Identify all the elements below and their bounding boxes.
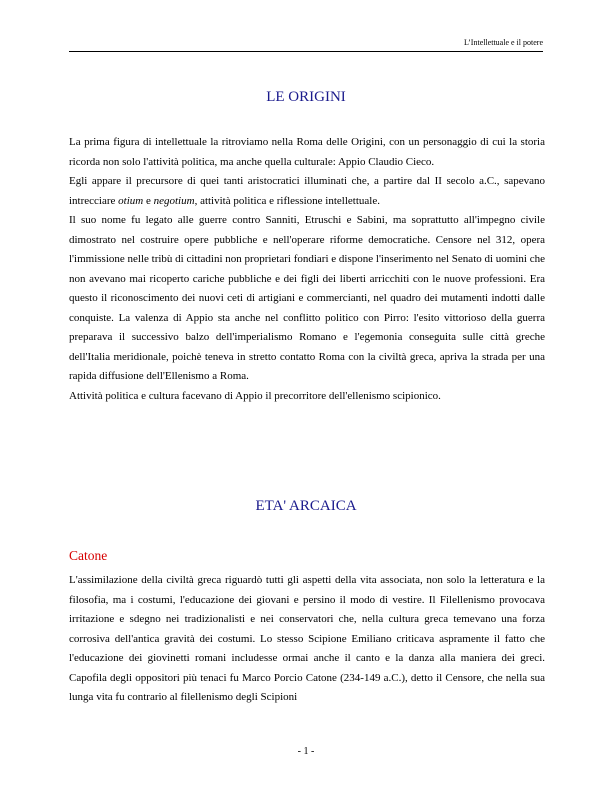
emphasis-negotium: negotium: [153, 194, 195, 207]
section-title-le-origini: LE ORIGINI: [266, 89, 346, 105]
paragraph: Egli appare il precursore di quei tanti aristocratici illuminati che, a partire dal II secolo a.C., sapevano intrecciare otium e negotium, attività politica e riflessione intellettuale.: [69, 175, 545, 207]
paragraph: La prima figura di intellettuale la ritroviamo nella Roma delle Origini, con un personaggio di cui la storia ricorda non solo l'attività politica, ma anche quella culturale: Appio Claudio Cieco.: [69, 136, 545, 168]
section-body-le-origini: [69, 133, 545, 406]
running-header: [69, 38, 543, 52]
paragraph: Il suo nome fu legato alle guerre contro Sanniti, Etruschi e Sabini, ma soprattutto all'impegno civile dimostrato nel costruire opere pubbliche e nell'operare riforme democratiche. Censore nel 312, opera l'immissione nelle tribù di cittadini non proprietari fondiari e dispone l'inserimento nel Senato di uomini che non avevano mai ricoperto cariche pubbliche e dei figli dei liberti arricchiti con le nuove professioni. Era questo il riconoscimento dei nuovi ceti di artigiani e commercianti, nel quadro dei mutamenti indotti dalle conquiste. La valenza di Appio sta anche nel conflitto politico con Pirro: l'esito vittorioso della guerra preparava il successivo balzo dell'imperialismo Romano e l'egemonia conseguita sulle città greche dell'Italia meridionale, poichè teneva in stretto contatto Roma con la civiltà greca, apriva la strada per una rapida diffusione dell'Ellenismo a Roma.: [69, 214, 545, 382]
running-title: L’Intellettuale e il potere: [463, 38, 543, 47]
section-body-eta-arcaica: [69, 571, 545, 708]
subheading-catone: Catone: [69, 548, 108, 563]
page-number: - 1 -: [297, 746, 315, 757]
paragraph: L'assimilazione della civiltà greca riguardò tutti gli aspetti della vita associata, non solo la letteratura e la filosofia, ma i costumi, l'educazione dei giovani e persino il modo di vestire. Il Filellenismo provocava irritazione e sdegno nei tradizionalisti e nei conservatori che, nella cultura greca temevano una forza corrosiva dell'antica gravità dei costumi. Lo stesso Scipione Emiliano criticava aspramente il fatto che l'educazione dei giovinetti romani includesse ormai anche il canto e la danza alla maniera dei greci. Capofila degli oppositori più tenaci fu Marco Porcio Catone (234-149 a.C.), detto il Censore, che nella sua lunga vita fu contrario al filellenismo degli Scipioni: [69, 574, 545, 703]
emphasis-otium: otium: [118, 194, 144, 207]
section-title-eta-arcaica: ETA' ARCAICA: [255, 498, 357, 514]
paragraph: Attività politica e cultura facevano di Appio il precorritore dell'ellenismo scipionico.: [69, 389, 441, 402]
